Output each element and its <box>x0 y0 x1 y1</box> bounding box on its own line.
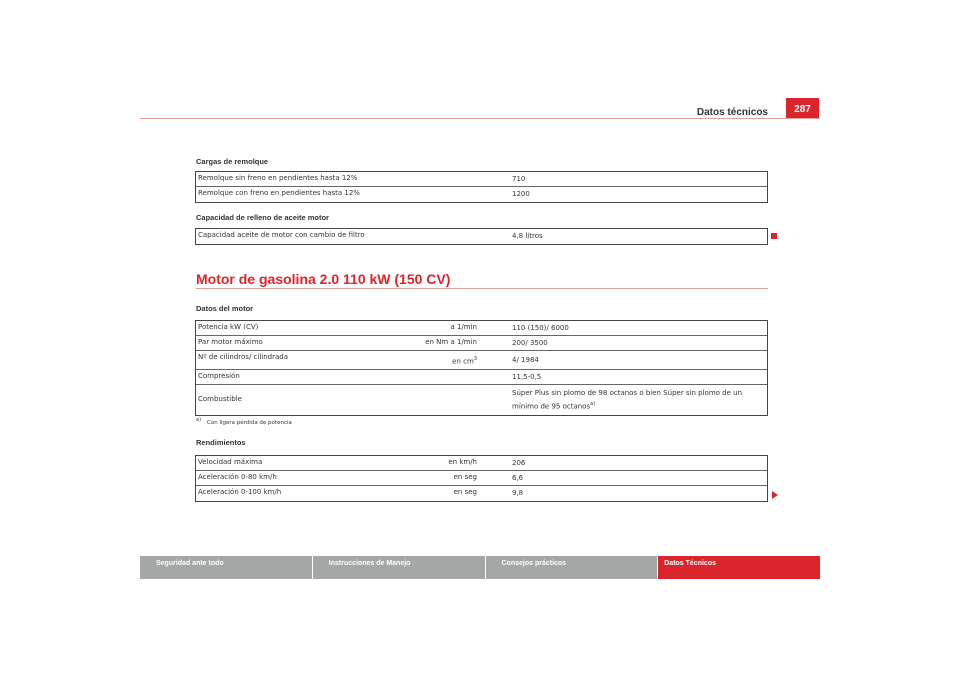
footer-tab-consejos[interactable]: Consejos prácticos <box>486 556 658 579</box>
row-value: 9,8 <box>512 489 524 497</box>
footnote-mark: a) <box>196 417 202 423</box>
row-description: Remolque con freno en pendientes hasta 12% <box>198 189 360 197</box>
row-unit: a 1/min <box>450 323 477 331</box>
row-value: 6,6 <box>512 474 524 482</box>
unit-text: en cm <box>452 357 474 366</box>
value-line-2: mínimo de 95 octanos <box>512 402 591 411</box>
section-end-marker <box>771 233 777 239</box>
row-value <box>512 388 742 412</box>
row-unit: en seg <box>453 473 477 481</box>
footer-tab-seguridad[interactable]: Seguridad ante todo <box>140 556 312 579</box>
row-description: Velocidad máxima <box>198 458 263 466</box>
row-value: 4,8 litros <box>512 232 543 240</box>
row-value: 710 <box>512 175 526 183</box>
row-description: Potencia kW (CV) <box>198 323 259 331</box>
row-value: 1200 <box>512 190 530 198</box>
page-header-title: Datos técnicos <box>696 107 768 118</box>
table-row <box>196 456 767 471</box>
row-description: Aceleración 0-80 km/h <box>198 473 277 481</box>
header-divider <box>140 118 820 119</box>
unit-superscript: 3 <box>473 356 477 362</box>
table-row <box>196 471 767 486</box>
footer-tab-instrucciones[interactable]: Instrucciones de Manejo <box>313 556 485 579</box>
row-unit: en Nm a 1/min <box>425 338 477 346</box>
row-unit <box>452 356 477 365</box>
row-value: 200/ 3500 <box>512 339 548 347</box>
row-unit: en seg <box>453 488 477 496</box>
row-unit: en km/h <box>448 458 477 466</box>
table-rendimientos <box>195 455 768 502</box>
footnote-text: Con ligera pérdida de potencia <box>207 419 292 426</box>
row-value: 11,5-0,5 <box>512 373 542 381</box>
row-value: 4/ 1984 <box>512 356 539 364</box>
table-row <box>196 351 767 370</box>
row-description: Capacidad aceite de motor con cambio de filtro <box>198 231 365 239</box>
row-description: Aceleración 0-100 km/h <box>198 488 282 496</box>
row-description: Par motor máximo <box>198 338 263 346</box>
footnote <box>196 417 292 426</box>
row-description: Combustible <box>198 395 242 403</box>
footnote-reference: a) <box>590 401 596 407</box>
table-row <box>196 486 767 501</box>
row-description: Remolque sin freno en pendientes hasta 12% <box>198 174 358 182</box>
footer-nav <box>140 556 820 579</box>
footer-tab-datos-tecnicos[interactable]: Datos Técnicos <box>658 556 820 579</box>
table-row <box>196 321 767 336</box>
table-row <box>196 385 767 415</box>
section-label-rendimientos: Rendimientos <box>196 438 246 447</box>
value-line-1: Súper Plus sin plomo de 98 octanos o bien Súper sin plomo de un <box>512 389 743 397</box>
table-cargas <box>195 171 768 203</box>
section-label-datos-motor: Datos del motor <box>196 304 254 313</box>
table-aceite <box>195 228 768 245</box>
table-row <box>196 229 767 244</box>
section-label-cargas: Cargas de remolque <box>196 157 269 166</box>
heading-divider <box>196 288 768 289</box>
table-datos-motor <box>195 320 768 416</box>
row-description: Nº de cilindros/ cilindrada <box>198 353 288 361</box>
table-row <box>196 172 767 187</box>
section-heading: Motor de gasolina 2.0 110 kW (150 CV) <box>196 271 451 287</box>
row-description: Compresión <box>198 372 240 380</box>
table-row <box>196 336 767 351</box>
continue-arrow-icon[interactable] <box>772 491 778 499</box>
row-value: 206 <box>512 459 526 467</box>
table-row <box>196 187 767 202</box>
row-value: 110 (150)/ 6000 <box>512 324 569 332</box>
table-row <box>196 370 767 385</box>
page-number: 287 <box>786 98 819 118</box>
section-label-aceite: Capacidad de relleno de aceite motor <box>196 213 329 222</box>
